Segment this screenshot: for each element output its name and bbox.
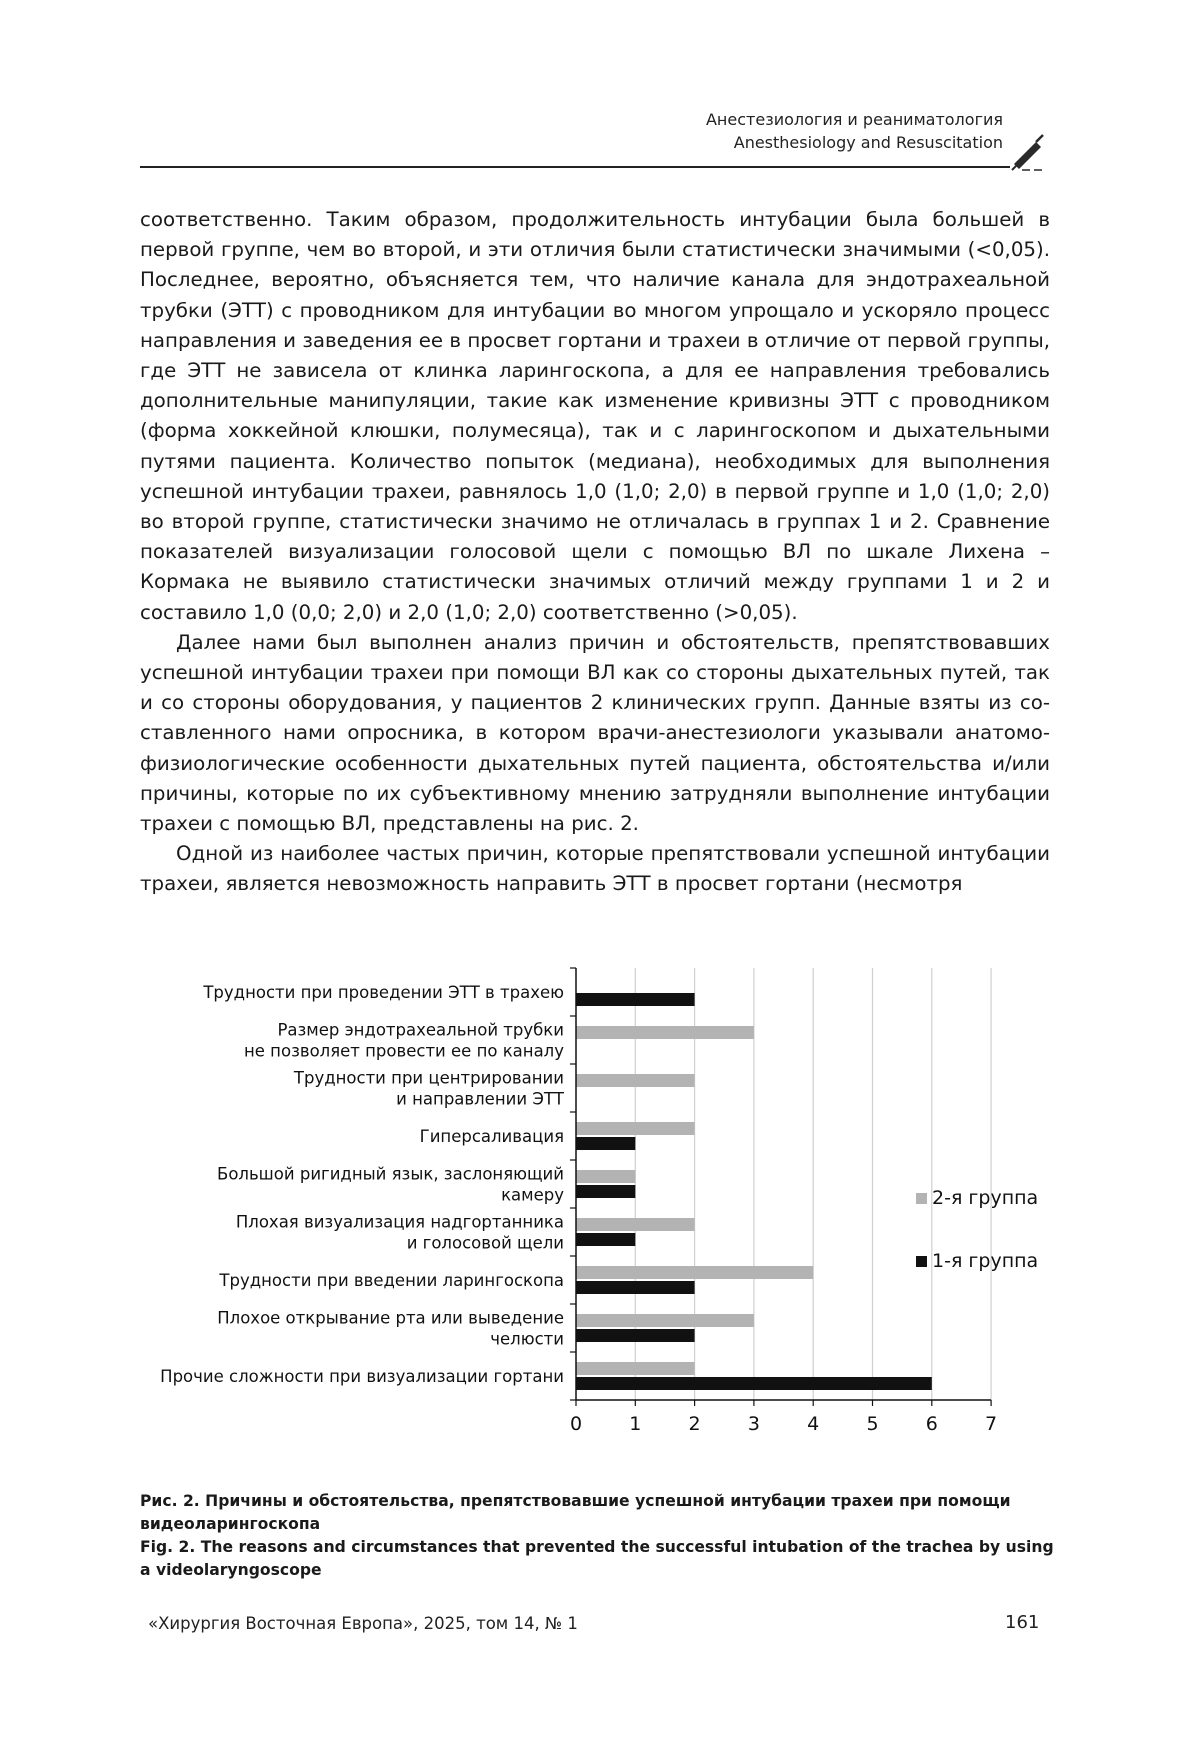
bar-group2-3 [576,1122,695,1135]
figure-caption [140,1490,1060,1582]
x-tick-label-3: 3 [747,1413,760,1435]
figure-2-chart [140,960,1060,1450]
journal-section-title [706,108,1003,154]
x-tick-label-5: 5 [866,1413,879,1435]
x-tick-label-0: 0 [569,1413,583,1435]
article-body [140,205,1050,900]
bar-group1-6 [576,1281,695,1294]
bar-group1-7 [576,1329,695,1342]
category-label-5: Плохая визуализация надгортанника и голосовой щели [235,1212,564,1253]
paragraph-3: Одной из наиболее частых причин, которые препятствовали успешной интубации трахеи, является невозможность направить ЭТТ в просвет гортани (несмотря [140,842,1050,896]
category-label-8: Прочие сложности при визуализации гортани [160,1367,564,1386]
bar-group2-4 [576,1170,635,1183]
section-title-ru: Анестезиология и реаниматология [705,110,1003,129]
category-label-4: Большой ригидный язык, заслоняющий камеру [217,1164,564,1205]
category-label-7: Плохое открывание рта или выведение челюсти [217,1308,564,1349]
caption-en: Fig. 2. The reasons and circumstances that prevented the successful intubation of the trachea by using a videolaryngoscope [140,1538,1054,1579]
x-tick-label-4: 4 [807,1413,820,1435]
bar-group1-0 [576,993,695,1006]
category-label-0: Трудности при проведении ЭТТ в трахею [203,983,564,1002]
syringe-logo-icon [1008,132,1048,172]
category-label-2: Трудности при центрировании и направлении ЭТТ [293,1068,564,1109]
bar-group1-3 [576,1137,635,1150]
bar-group2-6 [576,1266,813,1279]
bar-group1-5 [576,1233,635,1246]
bar-group2-2 [576,1074,695,1087]
legend-swatch-0 [916,1193,927,1204]
bar-group2-8 [576,1362,695,1375]
legend-label-0: 2-я группа [932,1187,1039,1209]
page-number: 161 [1005,1612,1040,1633]
caption-ru: Рис. 2. Причины и обстоятельства, препятствовавшие успешной интубации трахеи при помощи видеоларингоскопа [140,1492,1011,1533]
bar-group2-5 [576,1218,695,1231]
bar-group2-1 [576,1026,754,1039]
bar-group2-7 [576,1314,754,1327]
header-rule [140,166,1010,168]
legend-swatch-1 [916,1256,927,1267]
footer-journal: «Хирургия Восточная Европа», 2025, том 14, № 1 [148,1614,578,1633]
paragraph-2: Далее нами был выполнен анализ причин и обстоятельств, препятствовавших успешной интубации трахеи при помощи ВЛ как со стороны дыхательных путей, так и со стороны оборудования, у пациентов 2 клинических групп. Данные взяты из составленного нами опросника, в котором врачи-анестезиологи указывали анатомофизиологические особенности дыхательных путей пациента, обстоятельства и/или причины, которые по их субъективному мнению затрудняли выполнение интубации трахеи с помощью ВЛ, представлены на рис. 2. [140,630,1050,836]
section-title-en: Anesthesiology and Resuscitation [733,133,1003,152]
category-label-3: Гиперсаливация [419,1127,564,1146]
x-tick-label-6: 6 [925,1413,938,1435]
legend-label-1: 1-я группа [932,1250,1039,1272]
bar-group1-4 [576,1185,635,1198]
category-label-6: Трудности при введении ларингоскопа [219,1271,564,1290]
category-label-1: Размер эндотрахеальной трубки не позволяет провести ее по каналу [244,1020,564,1061]
x-tick-label-2: 2 [688,1413,701,1435]
paragraph-1: соответственно. Таким образом, продолжительность интубации была большей в первой группе, чем во второй, и эти отличия были статистически значимыми (<0,05). Последнее, вероятно, объясняется тем, что наличие канала для эндотрахеальной трубки (ЭТТ) с проводником для интубации во многом упрощало и ускоряло процесс направления и заведения ее в просвет гортани и трахеи в отличие от первой группы, где ЭТТ не зависела от клинка ларингоскопа, а для ее направления требовались дополнительные манипуляции, такие как изменение кривизны ЭТТ с проводником (форма хоккейной клюшки, полумесяца), так и с ларингоскопом и дыхательными путями пациента. Количество попыток (медиана), необходимых для выполнения успешной интубации трахеи, равнялось 1,0 (1,0; 2,0) в первой группе и 1,0 (1,0; 2,0) во второй группе, статистически значимо не отличалась в группах 1 и 2. Сравнение показателей визуализации голосовой щели с помощью ВЛ по шкале Лихена – Кормака не выявило статистически значимых отличий между группами 1 и 2 и составило 1,0 (0,0; 2,0) и 2,0 (1,0; 2,0) соответственно (>0,05). [140,208,1050,624]
bar-group1-8 [576,1377,932,1390]
running-header [140,108,1060,168]
bar-chart [140,960,1060,1450]
x-tick-label-7: 7 [985,1413,998,1435]
x-tick-label-1: 1 [629,1413,642,1435]
